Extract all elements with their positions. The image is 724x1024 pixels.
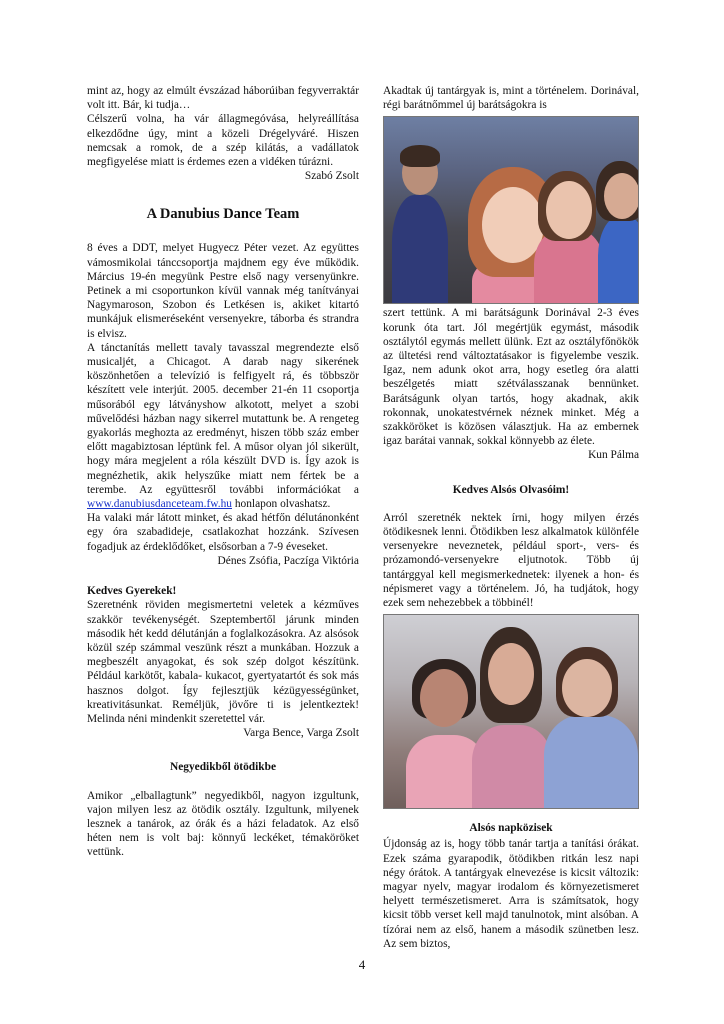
page-number: 4 [358, 957, 366, 972]
paragraph: Amikor „elballagtunk” negyedikből, nagyon izgultunk, vajon milyen lesz az ötödik osztály. Izgultunk, milyenek lesznek a tanárok, az órák és a házi feladatok. Az első héten nem is volt baj: könnyű leckéket, témaköröket vettünk. [87, 789, 359, 859]
author-signature: Kun Pálma [588, 449, 639, 462]
author-signature: Szabó Zsolt [304, 170, 359, 183]
article-heading-readers: Kedves Alsós Olvasóim! [452, 483, 570, 496]
article-heading-napkozi: Alsós napközisek [469, 822, 553, 835]
paragraph: Ha valaki már látott minket, és akad hétfőn délutánonként egy óra szabadideje, csatlakozhat hozzánk. Szívesen fogadjuk az érdeklődőket, elsősorban a 7-9 éveseket. [87, 512, 359, 553]
children-photo [383, 116, 639, 304]
author-signature: Dénes Zsófia, Paczíga Viktória [217, 554, 359, 567]
right-column [383, 84, 639, 951]
paragraph: 8 éves a DDT, melyet Hugyecz Péter vezet. Az együttes vámosmikolai tánccsoportja majdnem egy éve működik. Március 19-én megyünk Pestre első nagy versenyünkre. Petinek a mi csoportunkon kívül vannak még tanítványai Nagymaroson, Szobon és Letkésen is, akiket kitartó munkájuk elismeréseként versenyekre, táborba és strandra is elvisz. [87, 242, 359, 340]
paragraph-text: honlapon olvashatsz. [231, 498, 331, 511]
article-heading-fourth-to-fifth: Negyedikből ötödikbe [169, 761, 276, 774]
article-heading-kids: Kedves Gyerekek! [87, 585, 177, 598]
paragraph: Újdonság az is, hogy több tanár tartja a tanítási órákat. Ezek száma gyarapodik, ötödikben ritkán lesz napi négy órátok. A tantárgyak elnevezése is kicsit változik: magyar nyelv, magyar irodalom és környezetismeret helyett természetismeret. Arra is számítsatok, hogy kicsit több verset kell majd tanulnotok, mint alsóban. A tízórai nem az első, hanem a második szünetben lesz. Az sem biztos, [383, 838, 639, 950]
paragraph: Célszerű volna, ha vár állagmegóvása, helyreállítása elkezdődne úgy, mint a közeli Drégelyváré. Hiszen nemcsak a romok, de a szép kilátás, a vadállatok megfigyelése miatt is érdemes ezen a vidéken túrázni. [87, 113, 359, 169]
author-signature: Varga Bence, Varga Zsolt [243, 727, 359, 740]
website-link[interactable]: www.danubiusdanceteam.fw.hu [87, 498, 232, 511]
paragraph: szert tettünk. A mi barátságunk Dorinával 2-3 éves korunk óta tart. Jól megértjük egymást, második osztálytól egymás mellett ülünk. Ezt az osztályfőnökök az ültetési rend változtatásakor is figyelembe veszik. Igaz, nem adunk okot arra, hogy esetleg óra alatti beszélgetés miatt szétválasszanak bennünket. Barátságunk olyan tartós, hogy akadnak, akik rokonnak, unokatestvérnek néznek minket. Még a szakköröket is közösen választjuk. Ha az embernek igaz barátai vannak, sokkal könnyebb az élete. [383, 307, 639, 448]
paragraph: mint az, hogy az elmúlt évszázad háborúiban fegyverraktár volt itt. Bár, ki tudja… [87, 85, 359, 112]
girls-photo [383, 614, 639, 809]
paragraph [87, 341, 359, 511]
left-column [87, 84, 359, 860]
paragraph: Arról szeretnék nektek írni, hogy milyen érzés ötödikesnek lenni. Ötödikben lesz alkalmatok különféle versenyekre neveznetek, például sport-, vers- és prózamondó-versenyekre eljutnotok. Több új tantárggyal kell megismerkednetek: ilyenek a hon- és népismeret vagy a történelem. Jó, ha tudjátok, hogy ezek sem nehezebbek a többinél! [383, 511, 639, 610]
article-heading-danubius: A Danubius Dance Team [146, 206, 300, 223]
paragraph: Akadtak új tantárgyak is, mint a történelem. Dorinával, régi barátnőmmel új barátságokra is [383, 85, 639, 112]
paragraph: Szeretnénk röviden megismertetni veletek a kézműves szakkör tevékenységét. Szeptembertől járunk minden második hét kedd délutánján a foglalkozásokra. Az alsósok közül szép számmal veszünk részt a munkában. Hozzuk a megbeszélt anyagokat, és sok szép dolgot készítünk. Például karkötőt, kabala- kukacot, gyertyatartót és sok más hasznos dolgot. Így fejlesztjük kézügyességünket, kreativitásunkat. Reméljük, jövőre ti is jelentkeztek! Melinda néni mindenkit szeretettel vár. [87, 599, 359, 725]
paragraph-text: A tánctanítás mellett tavaly tavasszal megrendezte első musicaljét, a Chicagot. A darab nagy sikerének köszönhetően a televízió is felfigyelt rá, és többször készített vele interjút. 2005. december 21-én 11 csoportja műsorából egy látványshow alkotott, melyet a szobi művelődési házban nagy sikerrel mutattunk be. A rengeteg gyakorlás meghozta az eredményt, hiszen több száz ember előtt magabiztosan léptünk fel. A műsor olyan jól sikerült, hogy mára megjelent a róla készült DVD is. Így azok is megnézhetik, akik helyszűke miatt nem fértek be a terembe. Az együttesről további információkat a [87, 341, 359, 496]
